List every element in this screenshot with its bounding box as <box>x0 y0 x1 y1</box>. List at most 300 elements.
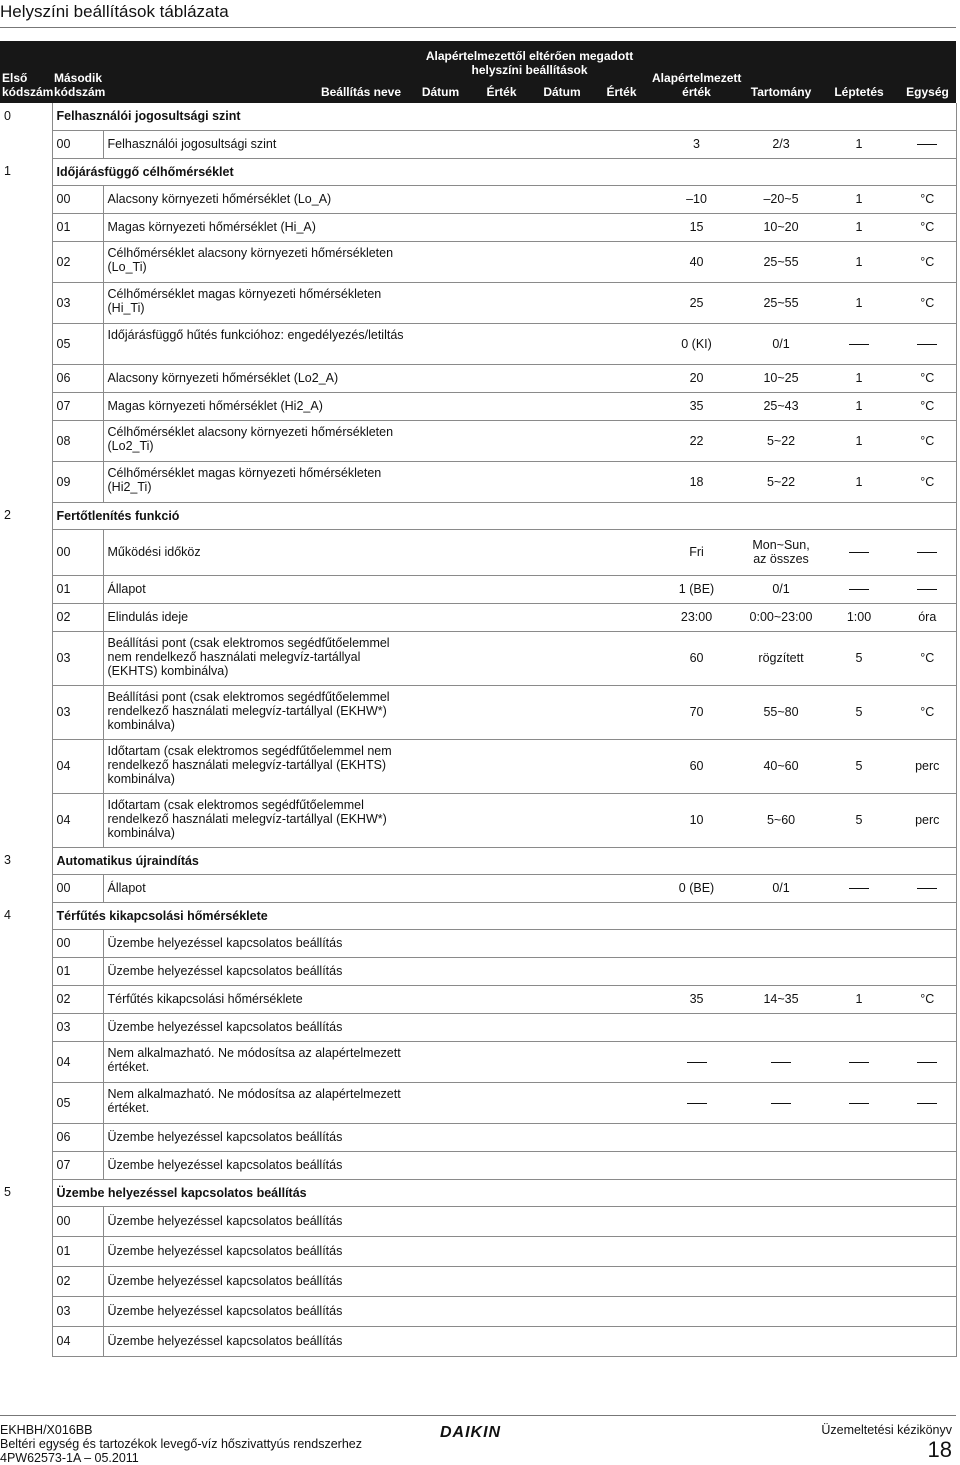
range-value: 0/1 <box>743 874 819 902</box>
field-entry-cells <box>409 1151 650 1179</box>
footer-doc-code: 4PW62573-1A – 05.2011 <box>0 1451 139 1465</box>
step-value <box>819 957 899 985</box>
header-step: Léptetés <box>819 41 899 103</box>
field-entry-cells <box>409 631 650 685</box>
second-code: 00 <box>52 929 103 957</box>
table-row <box>0 1082 956 1123</box>
default-value: 35 <box>650 392 743 420</box>
unit-value <box>899 575 956 603</box>
dash-mark <box>917 888 937 889</box>
default-value: 3 <box>650 130 743 158</box>
range-value <box>743 1206 819 1236</box>
setting-name: Beállítási pont (csak elektromos segédfűtőelemmel nem rendelkező használati melegvíz-tartállyal (EKHTS) kombinálva) <box>103 631 409 685</box>
table-row <box>0 739 956 793</box>
field-entry-cells <box>409 420 650 461</box>
setting-name: Célhőmérséklet alacsony környezeti hőmérsékleten (Lo_Ti) <box>103 241 409 282</box>
range-value <box>743 1296 819 1326</box>
unit-value: óra <box>899 603 956 631</box>
field-entry-cells <box>409 282 650 323</box>
step-value: 5 <box>819 739 899 793</box>
footer-left <box>0 1423 362 1465</box>
second-code: 02 <box>52 1266 103 1296</box>
second-code: 02 <box>52 985 103 1013</box>
default-value <box>650 1206 743 1236</box>
header-setting-name: Beállítás neve <box>103 41 409 103</box>
setting-name: Alacsony környezeti hőmérséklet (Lo_A) <box>103 185 409 213</box>
field-entry-cells <box>409 793 650 847</box>
table-row <box>0 323 956 364</box>
setting-name: Üzembe helyezéssel kapcsolatos beállítás <box>103 929 409 957</box>
unit-value <box>899 130 956 158</box>
group-row <box>0 902 956 929</box>
second-code: 02 <box>52 241 103 282</box>
table-row <box>0 575 956 603</box>
step-value: 1 <box>819 282 899 323</box>
table-row <box>0 282 956 323</box>
unit-value <box>899 1206 956 1236</box>
field-entry-cells <box>409 1236 650 1266</box>
default-value <box>650 1041 743 1082</box>
field-entry-cells <box>409 1206 650 1236</box>
second-code: 00 <box>52 185 103 213</box>
group-row <box>0 1179 956 1206</box>
field-entry-cells <box>409 985 650 1013</box>
setting-name: Üzembe helyezéssel kapcsolatos beállítás <box>103 1236 409 1266</box>
second-code: 00 <box>52 1206 103 1236</box>
table-row <box>0 1206 956 1236</box>
unit-value: °C <box>899 420 956 461</box>
table-row <box>0 1041 956 1082</box>
default-value: 0 (KI) <box>650 323 743 364</box>
second-code: 06 <box>52 364 103 392</box>
second-code: 08 <box>52 420 103 461</box>
default-value: 22 <box>650 420 743 461</box>
setting-name: Nem alkalmazható. Ne módosítsa az alapértelmezett értéket. <box>103 1041 409 1082</box>
footer-right <box>821 1423 952 1463</box>
second-code: 01 <box>52 957 103 985</box>
dash-mark <box>849 552 869 553</box>
unit-value: °C <box>899 185 956 213</box>
header-value-2: Érték <box>593 81 650 103</box>
setting-name: Magas környezeti hőmérséklet (Hi2_A) <box>103 392 409 420</box>
unit-value <box>899 929 956 957</box>
daikin-logo: DAIKIN <box>440 1424 502 1441</box>
group-row <box>0 103 956 130</box>
table-row <box>0 685 956 739</box>
dash-mark <box>849 1103 869 1104</box>
page-title: Helyszíni beállítások táblázata <box>0 2 229 21</box>
range-value: 0:00~23:00 <box>743 603 819 631</box>
dash-mark <box>849 589 869 590</box>
default-value: 35 <box>650 985 743 1013</box>
default-value: 15 <box>650 213 743 241</box>
unit-value <box>899 529 956 575</box>
step-value <box>819 1206 899 1236</box>
range-value: Mon~Sun, az összes <box>743 529 819 575</box>
page-number: 18 <box>927 1437 952 1462</box>
default-value: Fri <box>650 529 743 575</box>
setting-name: Üzembe helyezéssel kapcsolatos beállítás <box>103 1123 409 1151</box>
dash-mark <box>917 1062 937 1063</box>
default-value <box>650 1082 743 1123</box>
setting-name: Üzembe helyezéssel kapcsolatos beállítás <box>103 1326 409 1356</box>
unit-value <box>899 1123 956 1151</box>
table-row <box>0 1123 956 1151</box>
step-value: 1:00 <box>819 603 899 631</box>
setting-name: Beállítási pont (csak elektromos segédfűtőelemmel rendelkező használati melegvíz-tartállyal (EKHW*) kombinálva) <box>103 685 409 739</box>
second-code: 00 <box>52 874 103 902</box>
header-second-code: Második kódszám <box>52 41 103 103</box>
range-value: 40~60 <box>743 739 819 793</box>
second-code: 00 <box>52 529 103 575</box>
unit-value: °C <box>899 241 956 282</box>
header-default: Alapértelmezett érték <box>650 41 743 103</box>
default-value: 10 <box>650 793 743 847</box>
step-value: 5 <box>819 685 899 739</box>
setting-name: Működési időköz <box>103 529 409 575</box>
step-value <box>819 1296 899 1326</box>
group-row <box>0 502 956 529</box>
table-row <box>0 1013 956 1041</box>
setting-name: Üzembe helyezéssel kapcsolatos beállítás <box>103 957 409 985</box>
setting-name: Időtartam (csak elektromos segédfűtőelemmel nem rendelkező használati melegvíz-tartállyal (EKHTS) kombinálva) <box>103 739 409 793</box>
header-unit: Egység <box>899 41 956 103</box>
field-entry-cells <box>409 461 650 502</box>
table-row <box>0 461 956 502</box>
field-entry-cells <box>409 685 650 739</box>
table-row <box>0 1266 956 1296</box>
setting-name: Üzembe helyezéssel kapcsolatos beállítás <box>103 1296 409 1326</box>
field-entry-cells <box>409 241 650 282</box>
second-code: 07 <box>52 1151 103 1179</box>
range-value: 10~20 <box>743 213 819 241</box>
second-code: 04 <box>52 793 103 847</box>
setting-name: Állapot <box>103 575 409 603</box>
dash-mark <box>687 1062 707 1063</box>
second-code: 03 <box>52 1296 103 1326</box>
range-value <box>743 1236 819 1266</box>
field-entry-cells <box>409 575 650 603</box>
step-value <box>819 323 899 364</box>
dash-mark <box>917 552 937 553</box>
table-row <box>0 1296 956 1326</box>
range-value: 5~60 <box>743 793 819 847</box>
default-value <box>650 929 743 957</box>
range-value: rögzített <box>743 631 819 685</box>
range-value: 25~55 <box>743 241 819 282</box>
default-value <box>650 1123 743 1151</box>
range-value <box>743 1041 819 1082</box>
step-value <box>819 1082 899 1123</box>
default-value: 40 <box>650 241 743 282</box>
default-value <box>650 957 743 985</box>
dash-mark <box>849 888 869 889</box>
default-value <box>650 1266 743 1296</box>
field-entry-cells <box>409 603 650 631</box>
field-entry-cells <box>409 1296 650 1326</box>
unit-value <box>899 957 956 985</box>
default-value: 23:00 <box>650 603 743 631</box>
step-value <box>819 1326 899 1356</box>
field-entry-cells <box>409 957 650 985</box>
step-value <box>819 1151 899 1179</box>
header-first-code: Első kódszám <box>0 41 52 103</box>
default-value <box>650 1236 743 1266</box>
step-value <box>819 929 899 957</box>
range-value <box>743 1326 819 1356</box>
table-row <box>0 874 956 902</box>
step-value: 1 <box>819 185 899 213</box>
setting-name: Alacsony környezeti hőmérséklet (Lo2_A) <box>103 364 409 392</box>
group-title: Időjárásfüggő célhőmérséklet <box>52 158 956 185</box>
field-entry-cells <box>409 1326 650 1356</box>
table-row <box>0 1326 956 1356</box>
table-body <box>0 103 956 1356</box>
range-value: 55~80 <box>743 685 819 739</box>
header-date-2: Dátum <box>531 81 593 103</box>
second-code: 01 <box>52 213 103 241</box>
unit-value: °C <box>899 461 956 502</box>
setting-name: Időjárásfüggő hűtés funkcióhoz: engedélyezés/letiltás <box>103 323 409 364</box>
range-value <box>743 929 819 957</box>
range-value: 0/1 <box>743 575 819 603</box>
field-entry-cells <box>409 323 650 364</box>
group-title: Automatikus újraindítás <box>52 847 956 874</box>
table-row <box>0 957 956 985</box>
table-row <box>0 241 956 282</box>
unit-value <box>899 1266 956 1296</box>
unit-value <box>899 1236 956 1266</box>
range-value: 25~43 <box>743 392 819 420</box>
second-code: 04 <box>52 1041 103 1082</box>
second-code: 04 <box>52 739 103 793</box>
dash-mark <box>917 344 937 345</box>
table-row <box>0 130 956 158</box>
setting-name: Állapot <box>103 874 409 902</box>
unit-value <box>899 1151 956 1179</box>
step-value: 1 <box>819 241 899 282</box>
range-value <box>743 957 819 985</box>
dash-mark <box>917 144 937 145</box>
unit-value: °C <box>899 213 956 241</box>
second-code: 01 <box>52 1236 103 1266</box>
first-code: 3 <box>4 853 11 867</box>
field-entry-cells <box>409 929 650 957</box>
range-value: 14~35 <box>743 985 819 1013</box>
footer-subtitle: Beltéri egység és tartozékok levegő-víz hőszivattyús rendszerhez <box>0 1437 362 1451</box>
dash-mark <box>771 1062 791 1063</box>
field-entry-cells <box>409 1082 650 1123</box>
field-entry-cells <box>409 874 650 902</box>
step-value <box>819 1013 899 1041</box>
setting-name: Célhőmérséklet magas környezeti hőmérsékleten (Hi_Ti) <box>103 282 409 323</box>
default-value <box>650 1151 743 1179</box>
default-value <box>650 1326 743 1356</box>
step-value <box>819 1123 899 1151</box>
dash-mark <box>687 1103 707 1104</box>
default-value <box>650 1296 743 1326</box>
second-code: 03 <box>52 685 103 739</box>
default-value: –10 <box>650 185 743 213</box>
title-rule <box>0 27 956 28</box>
header-date-1: Dátum <box>409 81 472 103</box>
setting-name: Térfűtés kikapcsolási hőmérséklete <box>103 985 409 1013</box>
range-value: 2/3 <box>743 130 819 158</box>
default-value: 1 (BE) <box>650 575 743 603</box>
step-value: 1 <box>819 985 899 1013</box>
header-field-settings: Alapértelmezettől eltérően megadott helyszíni beállítások <box>409 41 650 81</box>
field-entry-cells <box>409 213 650 241</box>
second-code: 04 <box>52 1326 103 1356</box>
table-row <box>0 529 956 575</box>
step-value <box>819 575 899 603</box>
step-value: 5 <box>819 631 899 685</box>
step-value: 1 <box>819 213 899 241</box>
table-row <box>0 1151 956 1179</box>
setting-name: Nem alkalmazható. Ne módosítsa az alapértelmezett értéket. <box>103 1082 409 1123</box>
step-value: 1 <box>819 392 899 420</box>
field-entry-cells <box>409 1123 650 1151</box>
group-title: Üzembe helyezéssel kapcsolatos beállítás <box>52 1179 956 1206</box>
unit-value <box>899 1296 956 1326</box>
settings-table <box>0 41 957 1357</box>
default-value: 20 <box>650 364 743 392</box>
field-entry-cells <box>409 529 650 575</box>
unit-value: °C <box>899 392 956 420</box>
table-row <box>0 392 956 420</box>
default-value: 70 <box>650 685 743 739</box>
setting-name: Magas környezeti hőmérséklet (Hi_A) <box>103 213 409 241</box>
field-entry-cells <box>409 185 650 213</box>
table-row <box>0 213 956 241</box>
second-code: 09 <box>52 461 103 502</box>
settings-sheet <box>0 41 956 1357</box>
setting-name: Időtartam (csak elektromos segédfűtőelemmel rendelkező használati melegvíz-tartállyal (EKHW*) kombinálva) <box>103 793 409 847</box>
dash-mark <box>771 1103 791 1104</box>
range-value: 0/1 <box>743 323 819 364</box>
unit-value: °C <box>899 282 956 323</box>
group-title: Fertőtlenítés funkció <box>52 502 956 529</box>
range-value <box>743 1013 819 1041</box>
first-code: 5 <box>4 1185 11 1199</box>
unit-value: °C <box>899 985 956 1013</box>
step-value: 1 <box>819 130 899 158</box>
default-value: 25 <box>650 282 743 323</box>
dash-mark <box>917 1103 937 1104</box>
second-code: 03 <box>52 282 103 323</box>
table-row <box>0 985 956 1013</box>
first-code: 0 <box>4 109 11 123</box>
setting-name: Üzembe helyezéssel kapcsolatos beállítás <box>103 1151 409 1179</box>
second-code: 01 <box>52 575 103 603</box>
unit-value <box>899 1326 956 1356</box>
table-row <box>0 185 956 213</box>
default-value: 60 <box>650 739 743 793</box>
table-row <box>0 1236 956 1266</box>
unit-value <box>899 874 956 902</box>
dash-mark <box>917 589 937 590</box>
table-row <box>0 929 956 957</box>
table-header <box>0 41 956 103</box>
default-value: 18 <box>650 461 743 502</box>
second-code: 02 <box>52 603 103 631</box>
table-row <box>0 631 956 685</box>
unit-value <box>899 323 956 364</box>
table-row <box>0 603 956 631</box>
group-title: Felhasználói jogosultsági szint <box>52 103 956 130</box>
range-value <box>743 1123 819 1151</box>
setting-name: Felhasználói jogosultsági szint <box>103 130 409 158</box>
page-footer <box>0 1415 956 1465</box>
header-range: Tartomány <box>743 41 819 103</box>
step-value: 1 <box>819 420 899 461</box>
range-value: 5~22 <box>743 420 819 461</box>
step-value: 5 <box>819 793 899 847</box>
range-value: 25~55 <box>743 282 819 323</box>
second-code: 05 <box>52 1082 103 1123</box>
field-entry-cells <box>409 739 650 793</box>
unit-value <box>899 1013 956 1041</box>
group-row <box>0 158 956 185</box>
step-value <box>819 529 899 575</box>
second-code: 03 <box>52 631 103 685</box>
range-value <box>743 1082 819 1123</box>
range-value: –20~5 <box>743 185 819 213</box>
first-code: 2 <box>4 508 11 522</box>
footer-manual: Üzemeltetési kézikönyv <box>821 1423 952 1437</box>
range-value <box>743 1266 819 1296</box>
unit-value <box>899 1082 956 1123</box>
second-code: 05 <box>52 323 103 364</box>
step-value <box>819 874 899 902</box>
setting-name: Célhőmérséklet magas környezeti hőmérsékleten (Hi2_Ti) <box>103 461 409 502</box>
table-row <box>0 793 956 847</box>
step-value: 1 <box>819 364 899 392</box>
unit-value: °C <box>899 364 956 392</box>
footer-model: EKHBH/X016BB <box>0 1423 93 1437</box>
field-entry-cells <box>409 130 650 158</box>
setting-name: Elindulás ideje <box>103 603 409 631</box>
dash-mark <box>849 1062 869 1063</box>
unit-value: °C <box>899 685 956 739</box>
second-code: 06 <box>52 1123 103 1151</box>
unit-value: perc <box>899 739 956 793</box>
range-value: 10~25 <box>743 364 819 392</box>
header-value-1: Érték <box>472 81 531 103</box>
group-title: Térfűtés kikapcsolási hőmérséklete <box>52 902 956 929</box>
setting-name: Üzembe helyezéssel kapcsolatos beállítás <box>103 1013 409 1041</box>
dash-mark <box>849 344 869 345</box>
field-entry-cells <box>409 1266 650 1296</box>
setting-name: Üzembe helyezéssel kapcsolatos beállítás <box>103 1266 409 1296</box>
field-entry-cells <box>409 364 650 392</box>
second-code: 03 <box>52 1013 103 1041</box>
setting-name: Célhőmérséklet alacsony környezeti hőmérsékleten (Lo2_Ti) <box>103 420 409 461</box>
field-entry-cells <box>409 1013 650 1041</box>
default-value <box>650 1013 743 1041</box>
unit-value <box>899 1041 956 1082</box>
second-code: 07 <box>52 392 103 420</box>
step-value <box>819 1266 899 1296</box>
default-value: 0 (BE) <box>650 874 743 902</box>
range-value <box>743 1151 819 1179</box>
second-code: 00 <box>52 130 103 158</box>
group-row <box>0 847 956 874</box>
first-code: 4 <box>4 908 11 922</box>
step-value <box>819 1236 899 1266</box>
unit-value: perc <box>899 793 956 847</box>
table-row <box>0 364 956 392</box>
